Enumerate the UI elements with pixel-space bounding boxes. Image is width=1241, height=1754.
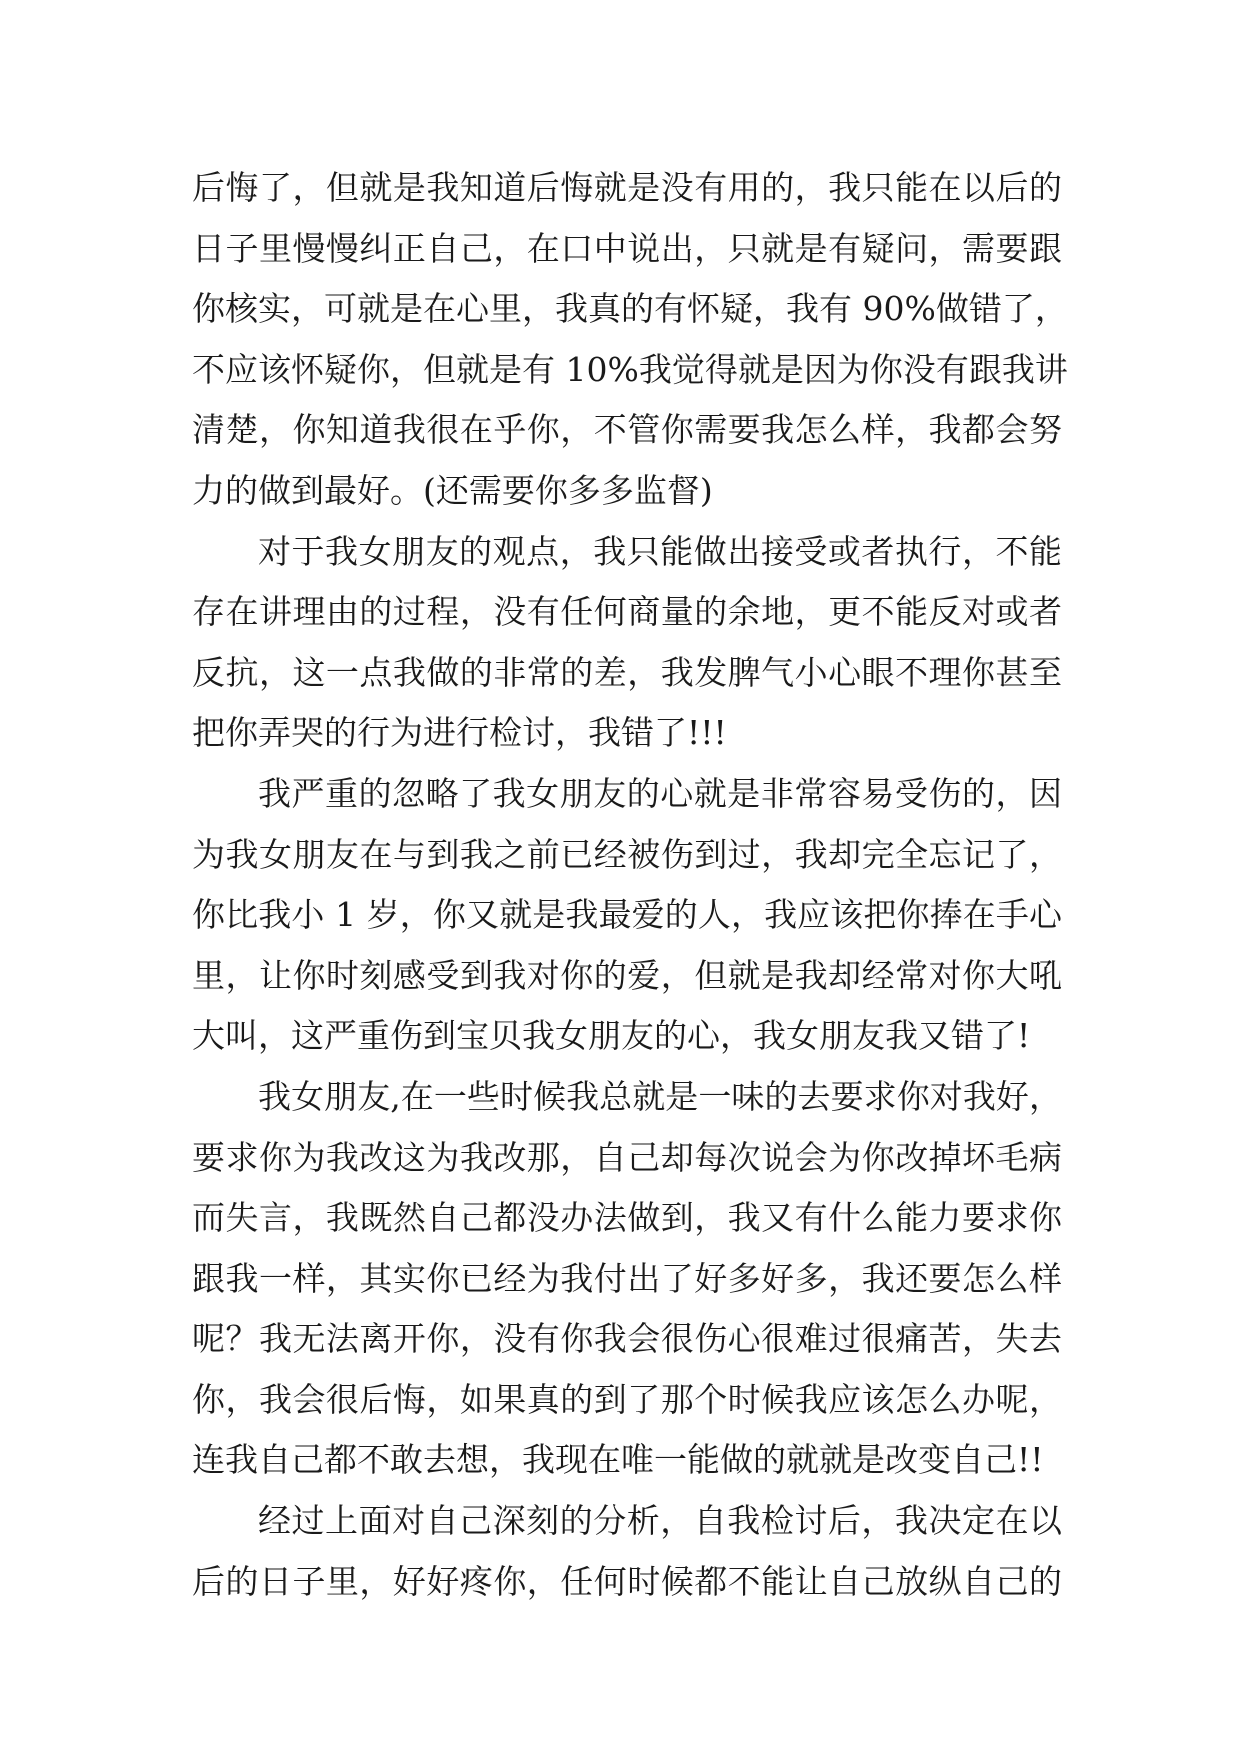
paragraph: [192, 1491, 1062, 1612]
text-line: 存在讲理由的过程，没有任何商量的余地，更不能反对或者: [192, 592, 1062, 632]
text-line: 呢？我无法离开你，没有你我会很伤心很难过很痛苦，失去: [192, 1319, 1062, 1359]
text-line: 后悔了，但就是我知道后悔就是没有用的，我只能在以后的: [192, 168, 1062, 207]
text-line: 你比我小 1 岁，你又就是我最爱的人，我应该把你捧在手心: [192, 895, 1062, 935]
text-line: 把你弄哭的行为进行检讨，我错了!!!: [192, 713, 727, 753]
text-line: 后的日子里，好好疼你，任何时候都不能让自己放纵自己的: [192, 1561, 1062, 1601]
text-line: 反抗，这一点我做的非常的差，我发脾气小心眼不理你甚至: [192, 652, 1062, 692]
text-line: 不应该怀疑你，但就是有 10%我觉得就是因为你没有跟我讲: [192, 349, 1068, 389]
paragraph: [192, 1067, 1062, 1491]
text-line: 跟我一样，其实你已经为我付出了好多好多，我还要怎么样: [192, 1258, 1062, 1298]
text-line: 而失言，我既然自己都没办法做到，我又有什么能力要求你: [192, 1198, 1062, 1238]
text-line: 连我自己都不敢去想，我现在唯一能做的就就是改变自己!!: [192, 1440, 1044, 1480]
body-text: [192, 158, 1068, 1612]
text-line: 你核实，可就是在心里，我真的有怀疑，我有 90%做错了，: [192, 289, 1068, 329]
text-line: 我严重的忽略了我女朋友的心就是非常容易受伤的，因: [258, 773, 1062, 813]
text-line: 要求你为我改这为我改那，自己却每次说会为你改掉坏毛病: [192, 1137, 1062, 1177]
text-line: 里，让你时刻感受到我对你的爱，但就是我却经常对你大吼: [192, 955, 1062, 995]
paragraph: [192, 764, 1062, 1067]
text-line: 大叫，这严重伤到宝贝我女朋友的心，我女朋友我又错了!: [192, 1016, 1031, 1056]
text-line: 你，我会很后悔，如果真的到了那个时候我应该怎么办呢，: [192, 1379, 1062, 1419]
text-line: 为我女朋友在与到我之前已经被伤到过，我却完全忘记了，: [192, 834, 1062, 874]
text-line: 日子里慢慢纠正自己，在口中说出，只就是有疑问，需要跟: [192, 228, 1062, 268]
text-line: 我女朋友,在一些时候我总就是一味的去要求你对我好，: [258, 1076, 1062, 1116]
text-line: 对于我女朋友的观点，我只能做出接受或者执行，不能: [258, 531, 1062, 571]
text-line: 经过上面对自己深刻的分析，自我检讨后，我决定在以: [258, 1501, 1062, 1541]
paragraph: [192, 158, 1068, 522]
text-line: 力的做到最好。(还需要你多多监督): [192, 470, 713, 510]
text-line: 清楚，你知道我很在乎你，不管你需要我怎么样，我都会努: [192, 410, 1062, 450]
paragraph: [192, 522, 1062, 764]
